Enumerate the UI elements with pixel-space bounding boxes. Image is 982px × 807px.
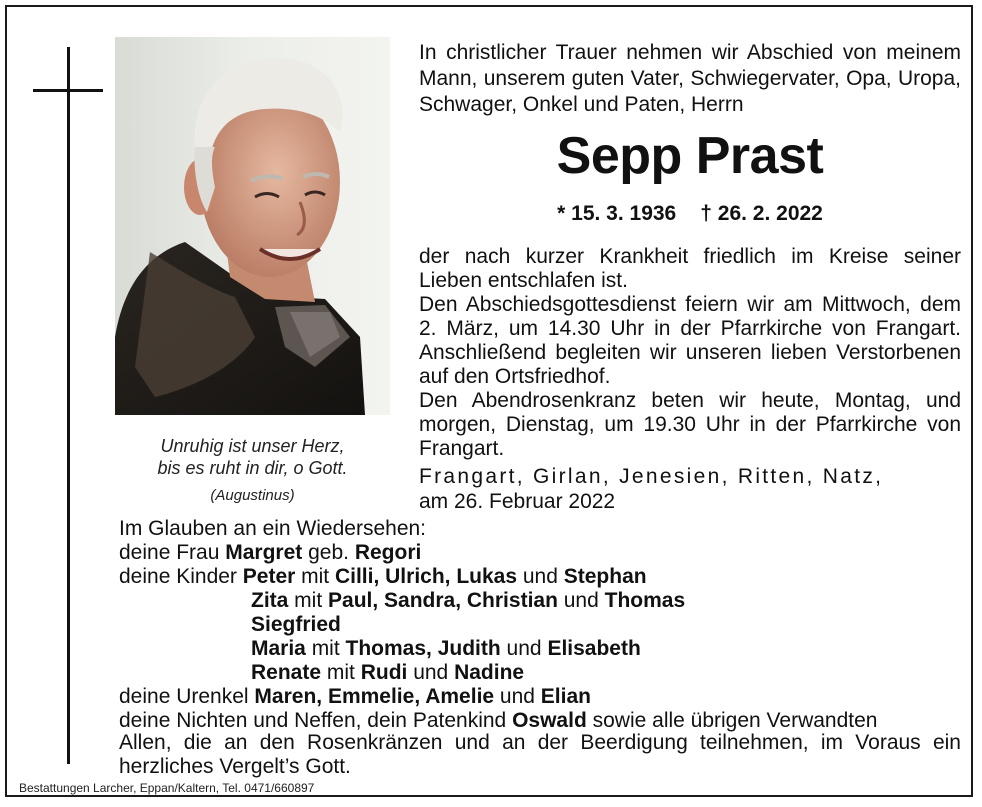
death-date: † 26. 2. 2022 [700,202,823,225]
family-row-kid5: Renate mit Rudi und Nadine [251,661,525,684]
family-row-wife: deine Frau Margret geb. Regori [119,541,422,564]
deceased-name: Sepp Prast [556,127,824,185]
quote [115,435,390,507]
intro-text: In christlicher Trauer nehmen wir Abschied von meinem Mann, unserem guten Vater, Schwiegervater, Opa, Uropa, Schwager, Onkel und Paten, Herrn [419,41,961,116]
family-heading: Im Glauben an ein Wiedersehen: [119,517,427,540]
family-list [119,517,969,733]
family-row-relatives: deine Nichten und Neffen, dein Patenkind Oswald sowie alle übrigen Verwandten [119,709,878,732]
family-row-great-grandchildren: deine Urenkel Maren, Emmelie, Amelie und Elian [119,685,591,708]
family-row-kid4: Maria mit Thomas, Judith und Elisabeth [251,637,641,660]
obituary-frame [5,5,973,797]
quote-source: (Augustinus) [210,487,295,504]
quote-line-2: bis es ruht in dir, o Gott. [157,458,348,478]
quote-line-1: Unruhig ist unser Herz, [160,436,345,456]
cross-icon-bar [33,89,103,92]
portrait-photo [115,37,390,415]
body-paragraph-1: der nach kurzer Krankheit friedlich im Kreise seiner Lieben entschlafen ist. [419,245,961,292]
place-and-date [419,464,961,514]
places: Frangart, Girlan, Jenesien, Ritten, Natz, [419,465,884,488]
life-dates [419,201,961,227]
birth-date: * 15. 3. 1936 [557,202,677,225]
cross-icon [67,47,70,764]
family-row-kids: deine Kinder Peter mit Cilli, Ulrich, Lukas und Stephan [119,565,647,588]
announcement-body [419,245,961,461]
body-paragraph-3: Den Abendrosenkranz beten wir heute, Montag, und morgen, Dienstag, um 19.30 Uhr in der Pfarrkirche von Frangart. [419,389,961,460]
announcement-date: am 26. Februar 2022 [419,490,616,513]
family-row-kid3: Siegfried [251,613,341,636]
family-row-kid2: Zita mit Paul, Sandra, Christian und Thomas [251,589,686,612]
thanks-text: Allen, die an den Rosenkränzen und an der Beerdigung teilnehmen, im Voraus ein herzliches Vergelt’s Gott. [119,731,961,778]
funeral-home-footer: Bestattungen Larcher, Eppan/Kaltern, Tel. 0471/660897 [19,781,315,795]
body-paragraph-2: Den Abschiedsgottesdienst feiern wir am Mittwoch, dem 2. März, um 14.30 Uhr in der Pfarrkirche von Frangart. Anschließend begleiten wir unseren lieben Verstorbenen auf den Ortsfriedhof. [419,293,961,388]
